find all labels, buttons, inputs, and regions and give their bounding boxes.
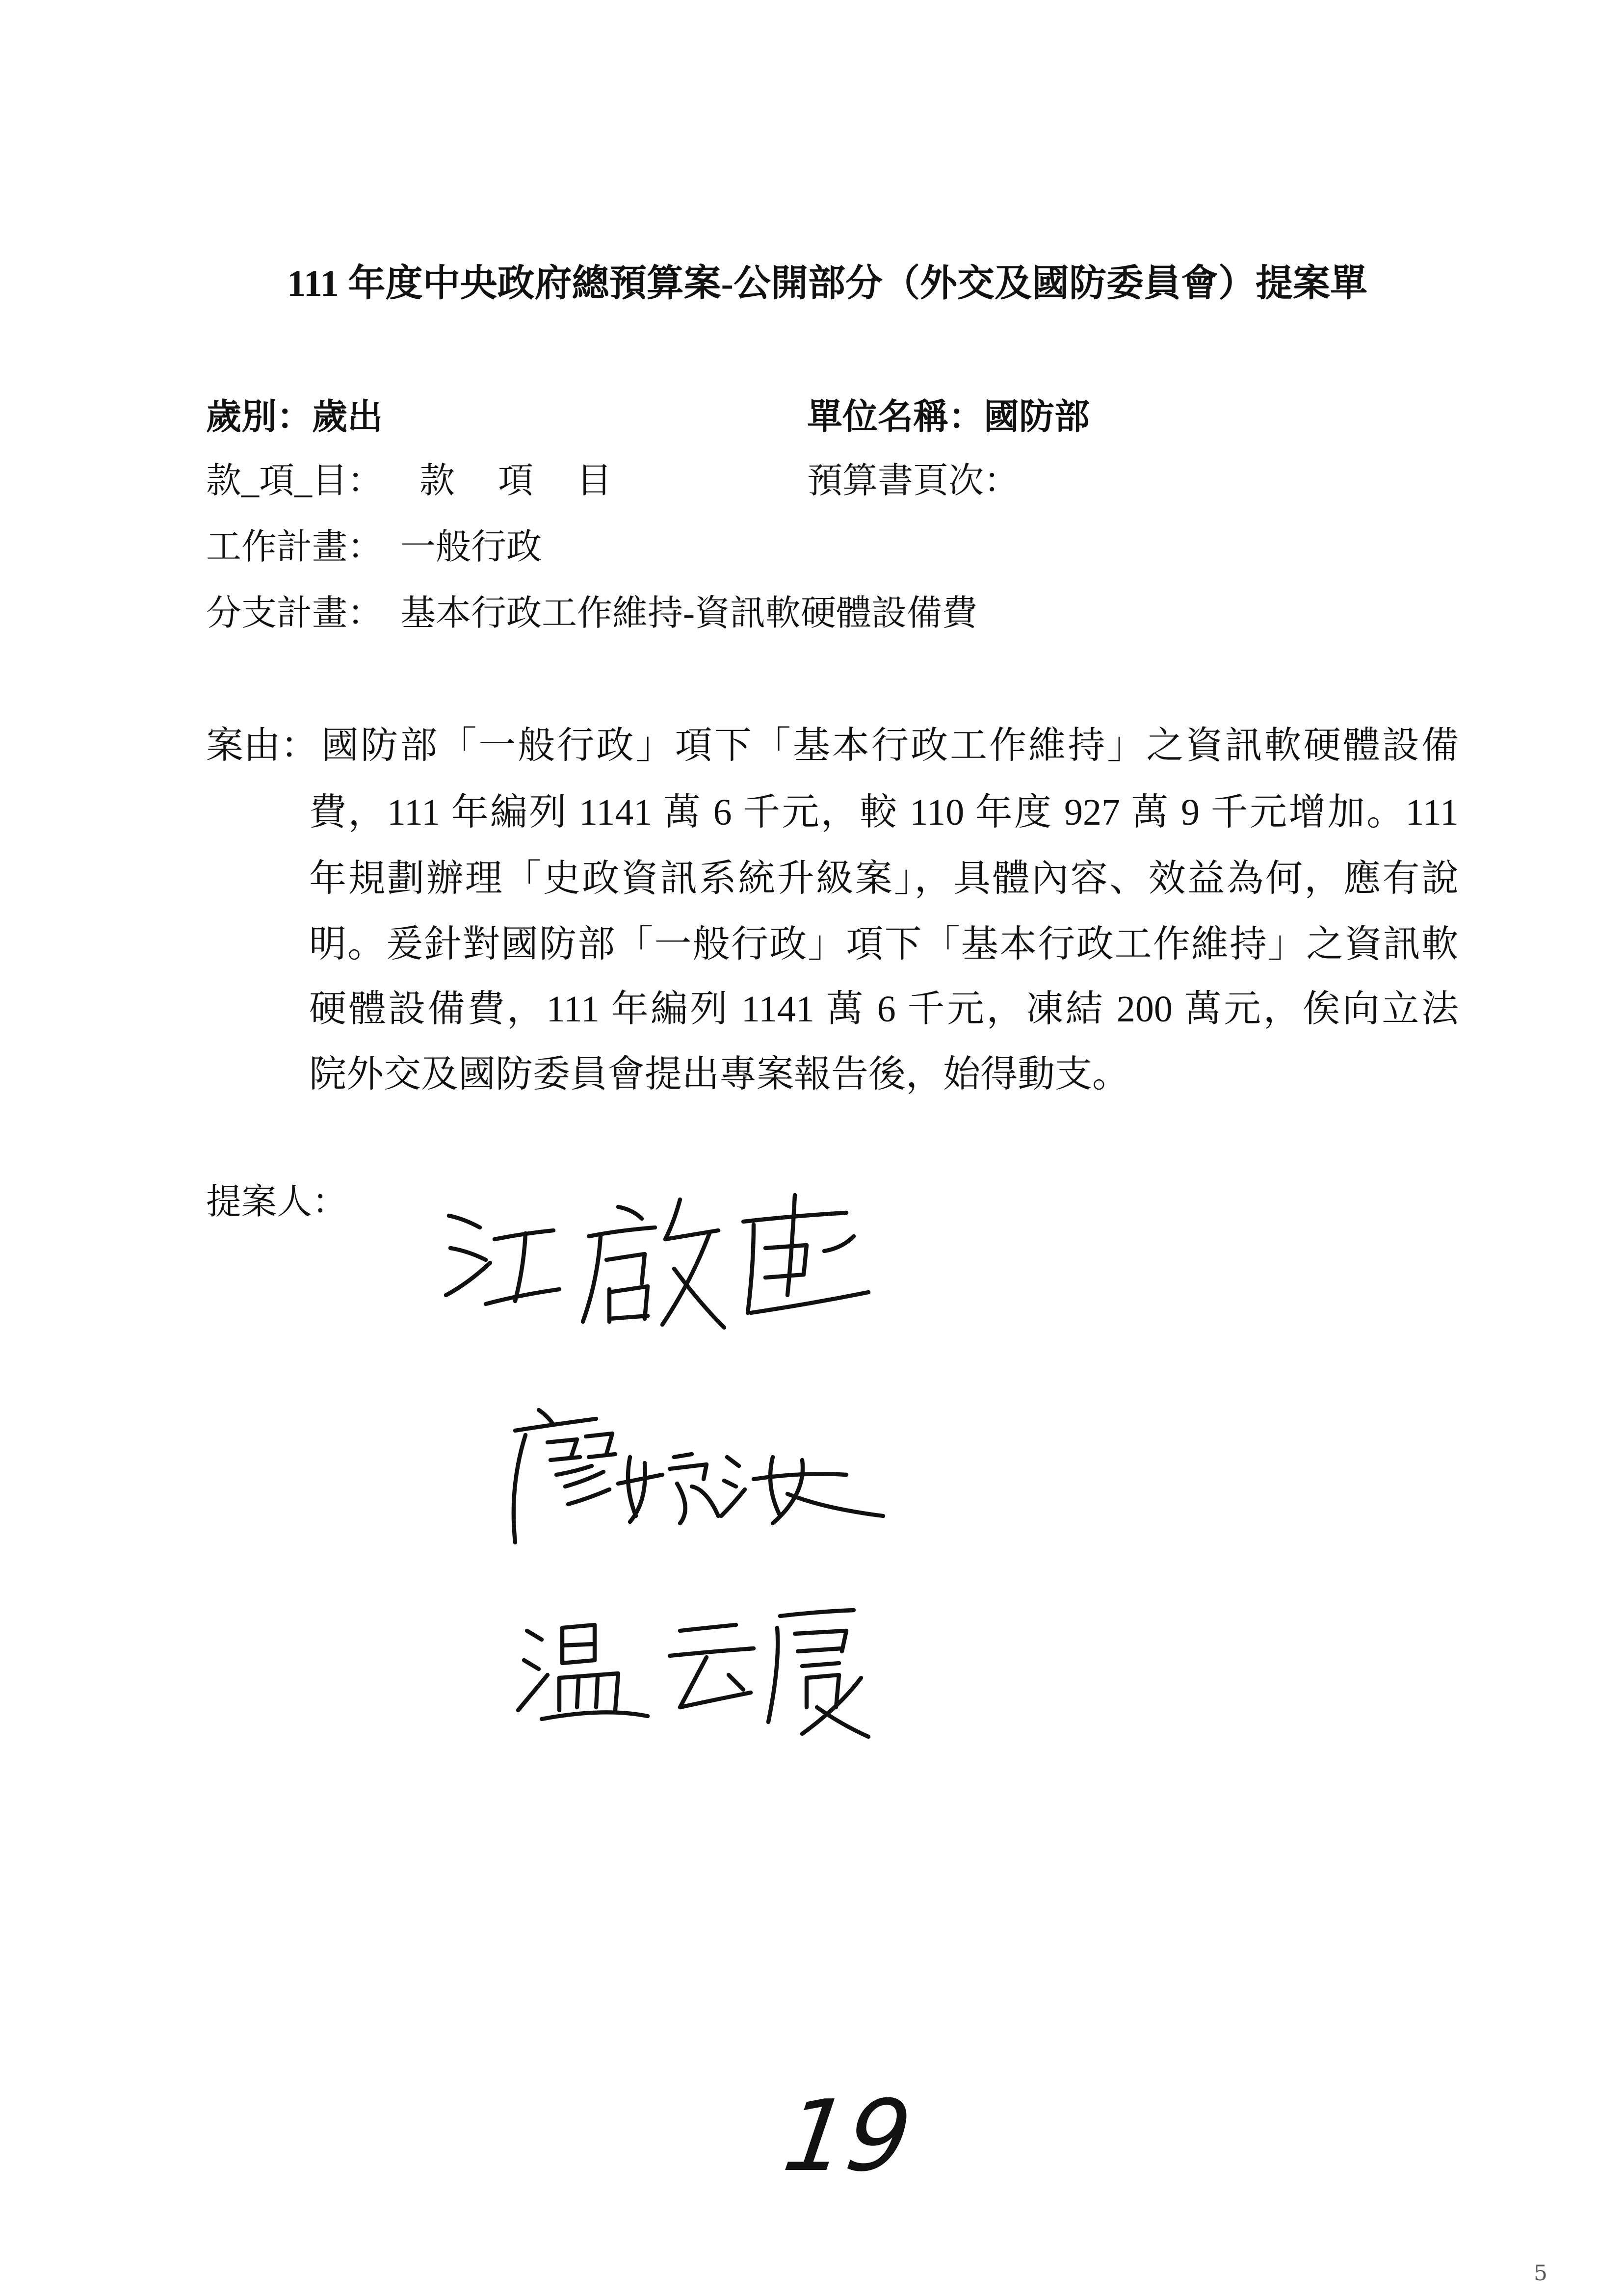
case-line: 國防部「一般行政」項下「基本行政工作維持」之資訊軟硬體設備 — [321, 725, 1459, 766]
corner-mark: 5 — [1534, 2261, 1547, 2286]
signature-1 — [446, 1195, 868, 1328]
case-line: 費，111 年編列 1141 萬 6 千元，較 110 年度 927 萬 9 千元增加。111 — [309, 792, 1459, 833]
category-field — [206, 399, 383, 435]
case-line: 硬體設備費，111 年編列 1141 萬 6 千元，凍結 200 萬元，俟向立法 — [309, 989, 1459, 1030]
case-line: 年規劃辦理「史政資訊系統升級案」，具體內容、效益為何，應有說 — [309, 858, 1459, 899]
plan-label: 工作計畫： — [206, 527, 383, 567]
category-value: 歲出 — [312, 397, 383, 437]
signature-2 — [514, 1410, 883, 1542]
category-label: 歲別： — [206, 397, 313, 437]
case-line: 明。爰針對國防部「一般行政」項下「基本行政工作維持」之資訊軟 — [309, 924, 1459, 965]
unit-value: 國防部 — [984, 397, 1090, 437]
subplan-value: 基本行政工作維持-資訊軟硬體設備費 — [400, 594, 977, 633]
subplan-label: 分支計畫： — [206, 594, 383, 633]
unit-label: 單位名稱： — [807, 397, 984, 437]
handwritten-page-number: 19 — [777, 2079, 918, 2193]
plan-value: 一般行政 — [400, 527, 542, 567]
form-title: 111 年度中央政府總預算案-公開部分（外交及國防委員會）提案單 — [287, 263, 1367, 304]
item-value: 款 項 目 — [419, 461, 612, 500]
case-line: 院外交及國防委員會提出專案報告後，始得動支。 — [309, 1054, 1129, 1095]
case-label: 案由： — [206, 725, 318, 766]
signature-3 — [518, 1610, 868, 1737]
page-ref-label: 預算書頁次： — [807, 461, 1020, 500]
proposers-label: 提案人： — [206, 1182, 348, 1222]
unit-field — [807, 399, 1090, 435]
item-label: 款_項_目： — [206, 461, 383, 500]
